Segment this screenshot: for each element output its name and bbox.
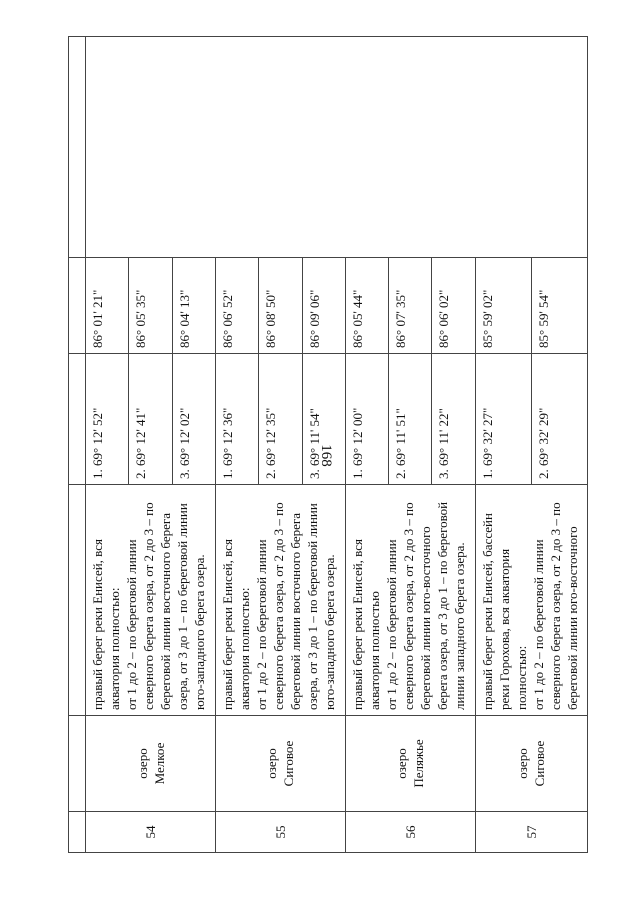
rotated-sheet [68, 43, 588, 853]
longitude-cell: 86° 07' 35" [389, 258, 432, 354]
lake-name-line: Мелкое [151, 742, 167, 785]
header-cell-rest [69, 37, 86, 258]
lake-name-line: Пеляжье [411, 739, 427, 788]
lake-name [86, 716, 216, 812]
table-row [86, 37, 129, 853]
table-rotation-frame [68, 43, 588, 853]
longitude-cell: 86° 06' 02" [432, 258, 475, 354]
boundary-description [475, 485, 587, 716]
table-body [86, 37, 588, 853]
description-paragraph: от 1 до 2 – по береговой линии северного берега озера, от 2 до 3 – по береговой линии юго-восточного [530, 502, 580, 710]
latitude-cell: 2. 69° 12' 41" [129, 354, 172, 485]
lakes-table [68, 36, 588, 853]
longitude-cell: 86° 01' 21" [86, 258, 129, 354]
description-paragraph: правый берег реки Енисей, бассейн реки Горохова, вся акватория полностью: [479, 513, 529, 710]
row-number: 54 [86, 812, 216, 853]
longitude-cell: 86° 04' 13" [172, 258, 215, 354]
row-number: 55 [215, 812, 345, 853]
page-number: 168 [317, 444, 334, 467]
header-cell-lat [69, 354, 86, 485]
longitude-cell: 86° 05' 35" [129, 258, 172, 354]
latitude-cell: 1. 69° 12' 52" [86, 354, 129, 485]
boundary-description [345, 485, 475, 716]
lake-name-line: озеро [264, 748, 280, 779]
longitude-cell: 86° 08' 50" [259, 258, 302, 354]
lake-name-line: озеро [134, 748, 150, 779]
header-cell-desc [69, 485, 86, 716]
description-paragraph: от 1 до 2 – по береговой линии северного берега озера, от 2 до 3 – по береговой линии юго-восточного берега озера, от 3 до 1 – по береговой линии западного берега озера. [383, 501, 467, 710]
row-number: 56 [345, 812, 475, 853]
latitude-cell: 1. 69° 12' 36" [215, 354, 258, 485]
longitude-cell: 85° 59' 54" [531, 258, 587, 354]
latitude-cell: 3. 69° 11' 22" [432, 354, 475, 485]
description-paragraph: от 1 до 2 – по береговой линии северного берега озера, от 2 до 3 – по береговой линии восточного берега озера, от 3 до 1 – по береговой линии юго-западного берега озера. [124, 502, 208, 710]
table-header-row [69, 37, 86, 853]
boundary-description [86, 485, 216, 716]
latitude-cell: 2. 69° 11' 51" [389, 354, 432, 485]
latitude-cell: 1. 69° 12' 00" [345, 354, 388, 485]
description-paragraph: правый берег реки Енисей, вся акватория полностью: [90, 539, 123, 710]
lake-name-line: Сиговое [532, 740, 548, 787]
header-cell-name [69, 716, 86, 812]
row-number: 57 [475, 812, 587, 853]
lake-name-line: озеро [515, 748, 531, 779]
longitude-cell: 85° 59' 02" [475, 258, 531, 354]
latitude-cell: 2. 69° 32' 29" [531, 354, 587, 485]
description-paragraph: правый берег реки Енисей, вся акватория полностью [349, 539, 382, 710]
description-paragraph: правый берег реки Енисей, вся акватория полностью: [219, 539, 252, 710]
lake-name [215, 716, 345, 812]
longitude-cell: 86° 06' 52" [215, 258, 258, 354]
lake-name [345, 716, 475, 812]
latitude-cell: 3. 69° 12' 02" [172, 354, 215, 485]
header-cell-lon [69, 258, 86, 354]
latitude-cell: 3. 69° 11' 54" [302, 354, 345, 485]
longitude-cell: 86° 05' 44" [345, 258, 388, 354]
longitude-cell: 86° 09' 06" [302, 258, 345, 354]
empty-column [86, 37, 588, 258]
latitude-cell: 1. 69° 32' 27" [475, 354, 531, 485]
latitude-cell: 2. 69° 12' 35" [259, 354, 302, 485]
header-cell-num [69, 812, 86, 853]
lake-name [475, 716, 587, 812]
description-paragraph: от 1 до 2 – по береговой линии северного берега озера, от 2 до 3 – по береговой линии восточного берега озера, от 3 до 1 – по береговой линии юго-западного берега озера. [253, 502, 337, 710]
lake-name-line: озеро [394, 748, 410, 779]
lake-name-line: Сиговое [281, 740, 297, 787]
boundary-description [215, 485, 345, 716]
